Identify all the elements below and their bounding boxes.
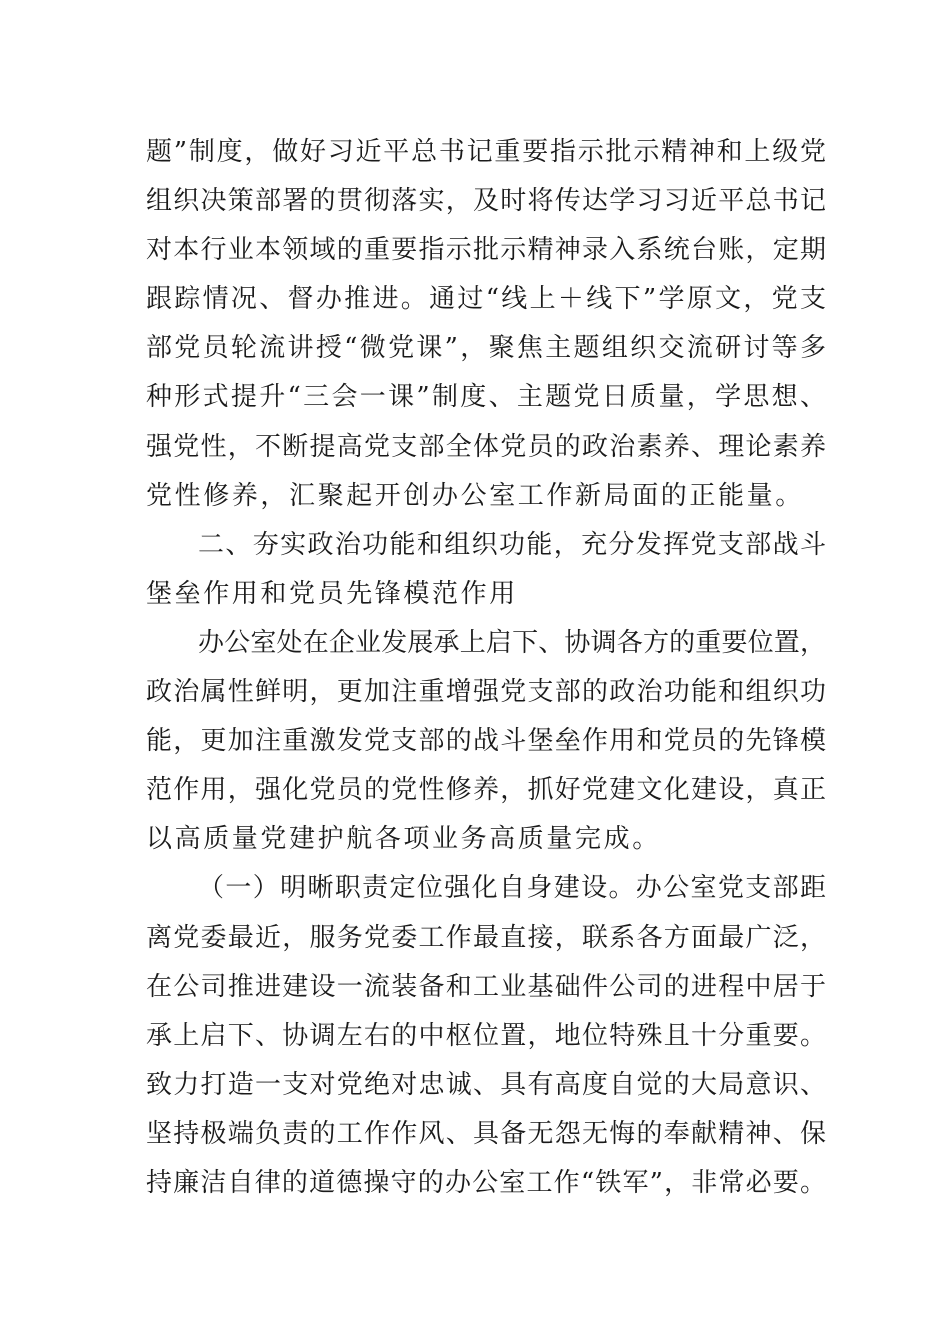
text-line: 在公司推进建设一流装备和工业基础件公司的进程中居于 bbox=[146, 971, 826, 1002]
text-line: 跟踪情况、督办推进。通过“线上＋线下”学原文，党支 bbox=[146, 284, 826, 315]
text-line: 题”制度，做好习近平总书记重要指示批示精神和上级党 bbox=[146, 137, 826, 167]
text-line: 部党员轮流讲授“微党课”，聚焦主题组织交流研讨等多 bbox=[146, 333, 826, 364]
text-line: 种形式提升“三会一课”制度、主题党日质量，学思想、 bbox=[146, 382, 826, 413]
text-line: 以高质量党建护航各项业务高质量完成。 bbox=[146, 824, 661, 855]
subsection-heading-line: （一）明晰职责定位强化自身建设。办公室党支部距 bbox=[198, 873, 826, 904]
text-line: 致力打造一支对党绝对忠诚、具有高度自觉的大局意识、 bbox=[146, 1069, 826, 1100]
text-line: 对本行业本领域的重要指示批示精神录入系统台账，定期 bbox=[146, 235, 826, 266]
text-line: 承上启下、协调左右的中枢位置，地位特殊且十分重要。 bbox=[146, 1020, 826, 1051]
text-line: 持廉洁自律的道德操守的办公室工作“铁军”，非常必要。 bbox=[146, 1167, 826, 1198]
document-body bbox=[146, 128, 826, 1208]
text-line: 离党委最近，服务党委工作最直接，联系各方面最广泛， bbox=[146, 922, 826, 953]
section-heading-line: 堡垒作用和党员先锋模范作用 bbox=[146, 578, 518, 609]
text-line: 强党性，不断提高党支部全体党员的政治素养、理论素养 bbox=[146, 431, 826, 462]
text-line: 党性修养，汇聚起开创办公室工作新局面的正能量。 bbox=[146, 480, 804, 511]
text-line: 办公室处在企业发展承上启下、协调各方的重要位置， bbox=[198, 627, 826, 658]
text-line: 政治属性鲜明，更加注重增强党支部的政治功能和组织功 bbox=[146, 677, 826, 708]
text-line: 组织决策部署的贯彻落实，及时将传达学习习近平总书记 bbox=[146, 186, 826, 217]
text-line: 坚持极端负责的工作作风、具备无怨无悔的奉献精神、保 bbox=[146, 1118, 826, 1149]
text-line: 范作用，强化党员的党性修养，抓好党建文化建设，真正 bbox=[146, 775, 826, 806]
section-heading-line: 二、夯实政治功能和组织功能，充分发挥党支部战斗 bbox=[198, 529, 826, 560]
text-line: 能，更加注重激发党支部的战斗堡垒作用和党员的先锋模 bbox=[146, 726, 826, 757]
